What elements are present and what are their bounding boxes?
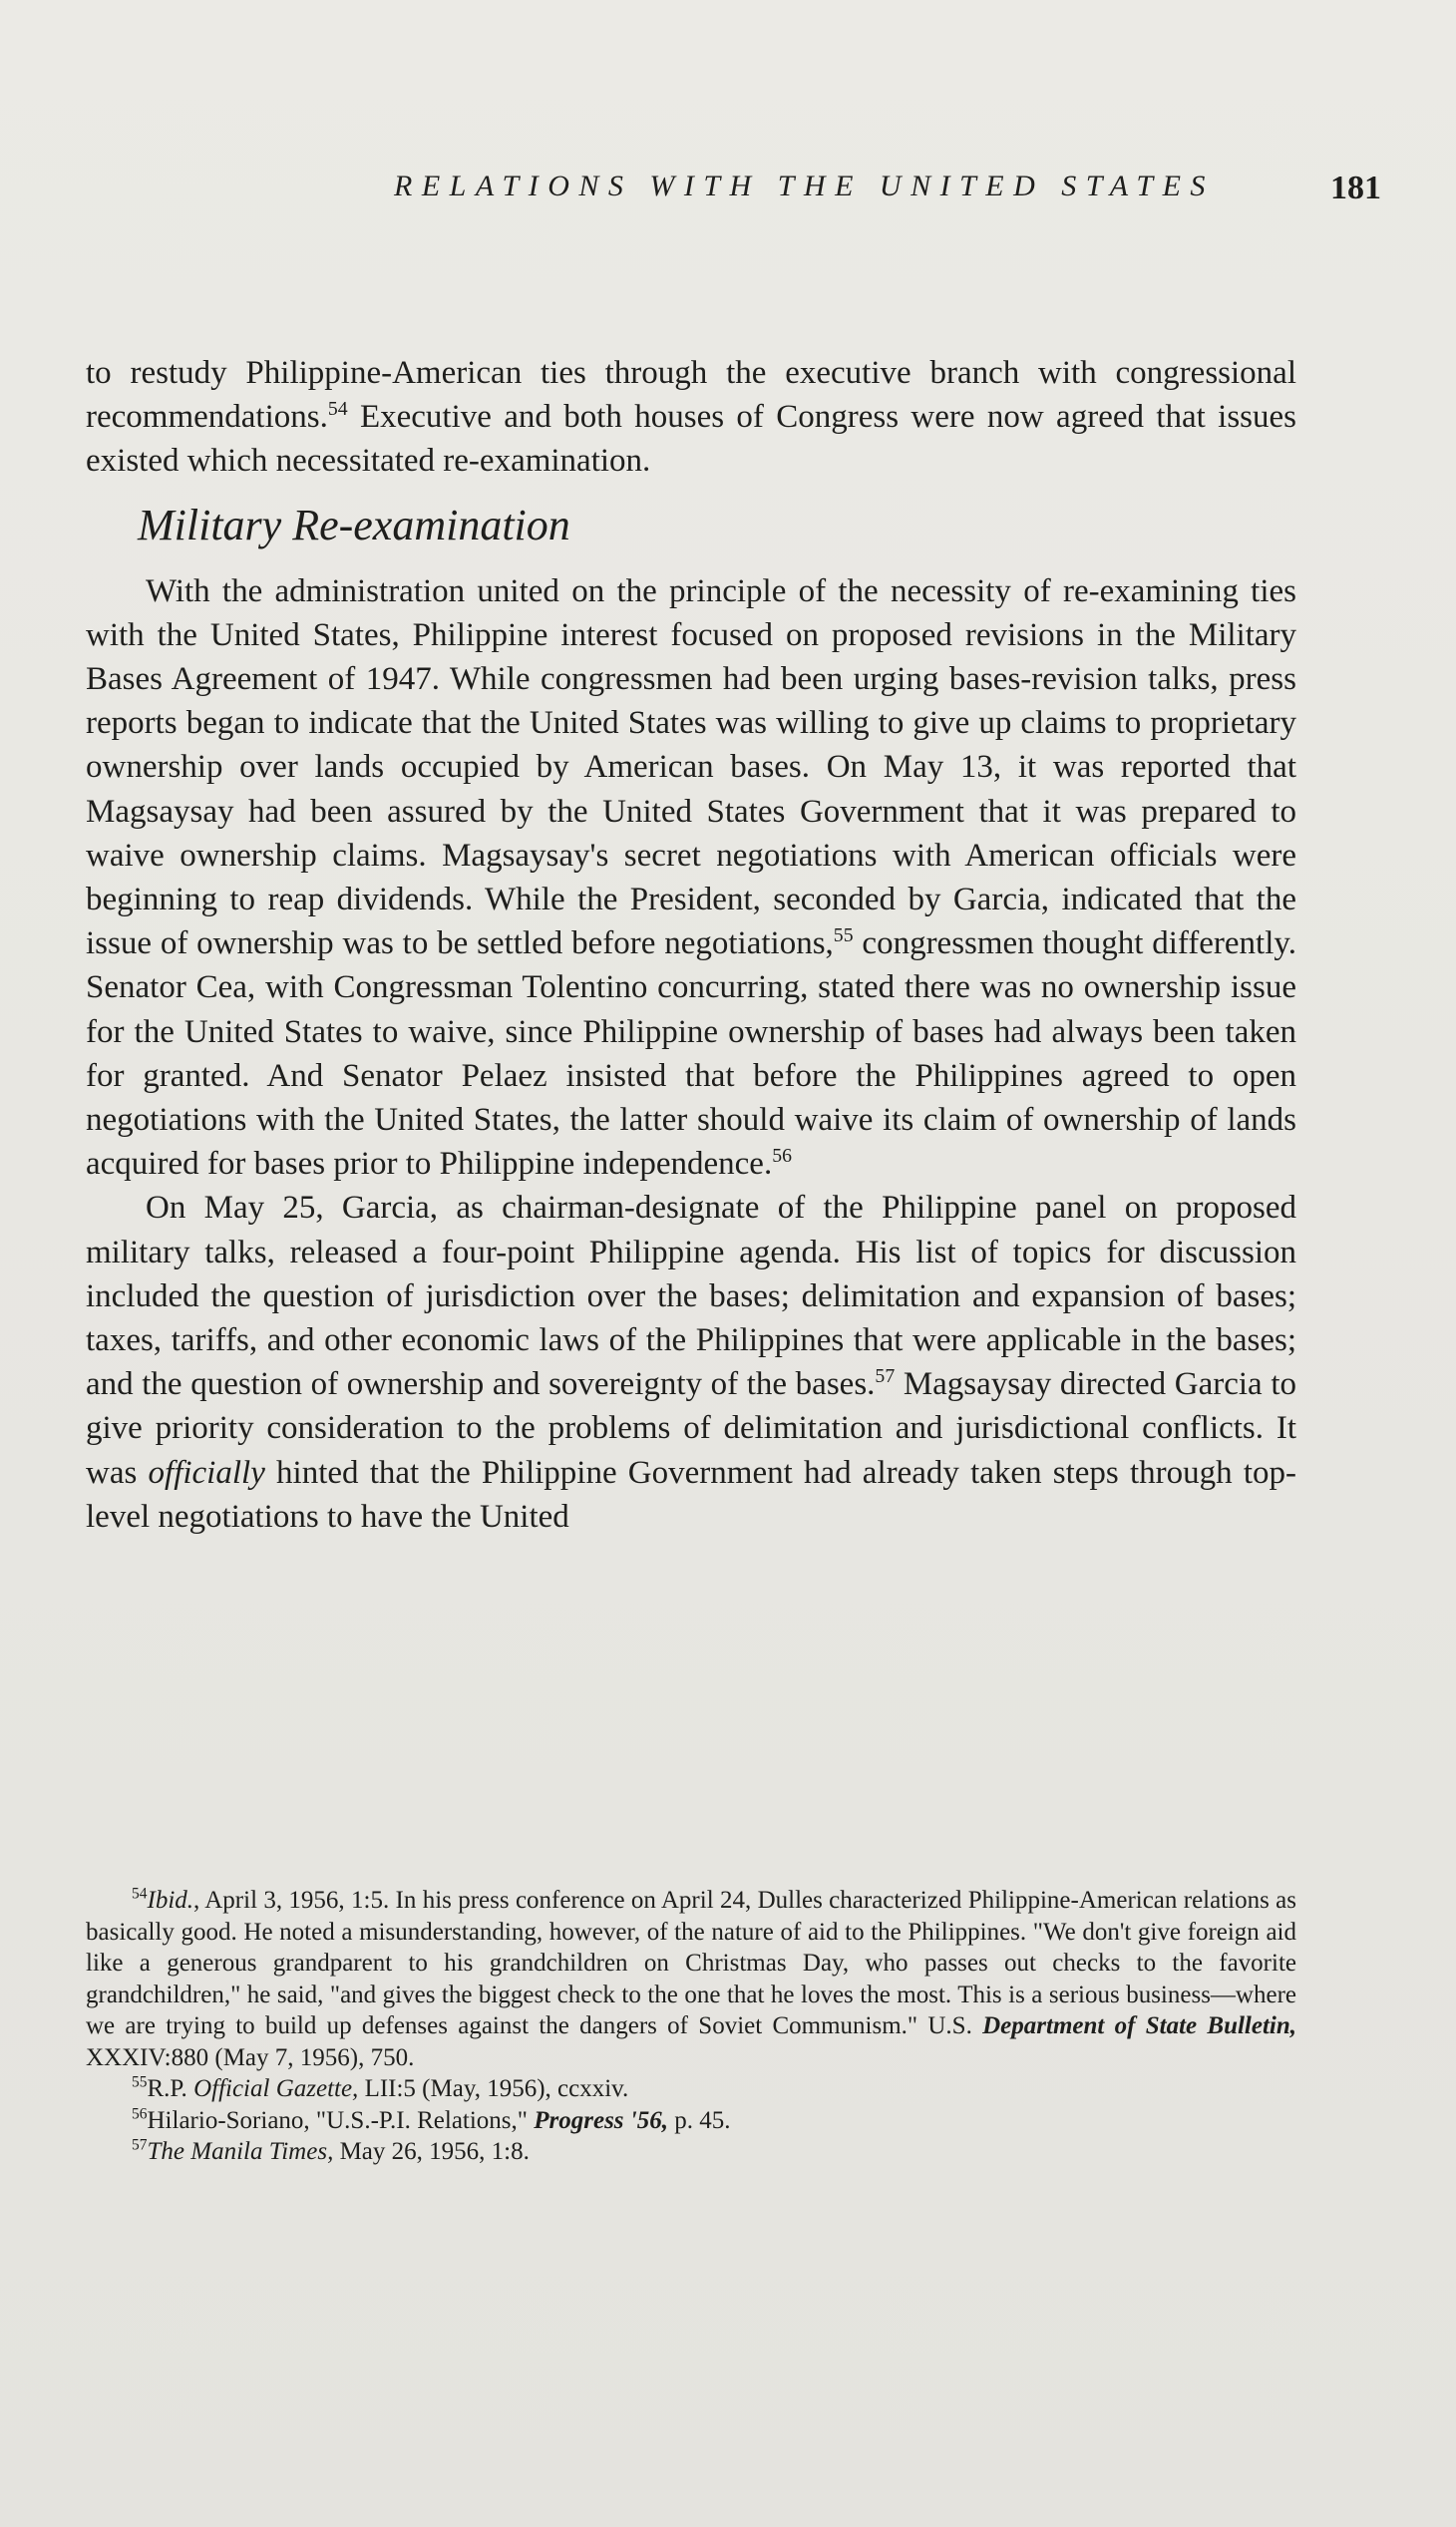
footnote-ref-54: 54	[327, 398, 348, 421]
page-number: 181	[1330, 170, 1381, 206]
paragraph-bases: With the administration united on the principle of the necessity of re-examining ties with the United States, Philippine interest focused on proposed revisions in the Military Bases Agreement of 1947. While congressmen had been urging bases-revision talks, press reports began to indicate that the United States was willing to give up claims to proprietary ownership over lands occupied by American bases. On May 13, it was reported that Magsaysay had been assured by the United States Government that it was prepared to waive ownership claims. Magsaysay's secret negotiations with American officials were beginning to reap dividends. While the President, seconded by Garcia, indicated that the issue of ownership was to be settled before negotiations,$^{55}$ congressmen thought differently. Senator Cea, with Congressman Tolentino concurring, stated there was no ownership issue for the United States to waive, since Philippine ownership of bases had always been taken for granted. And Senator Pelaez insisted that before the Philippines agreed to open negotiations with the United States, the latter should waive its claim of ownership of lands acquired for bases prior to Philippine independence.$^{56}$	[86, 572, 1296, 1183]
paragraph-agenda: On May 25, Garcia, as chairman-designate of the Philippine panel on proposed military talks, released a four-point Philippine agenda. His list of topics for discussion included the question of jurisdiction over the bases; delimitation and expansion of bases; taxes, tariffs, and other economic laws of the Philippines that were applicable in the bases; and the question of ownership and sovereignty of the bases.$^{57}$ Magsaysay directed Garcia to give priority consideration to the problems of delimitation and jurisdictional conflicts. It was officially hinted that the Philippine Government had already taken steps through top-level negotiations to have the United	[86, 1190, 1296, 1535]
running-title: RELATIONS WITH THE UNITED STATES	[394, 170, 1215, 202]
paragraph-continuation: to restudy Philippine-American ties through the executive branch with congressional recommendations.$^{54}$ Executive and both houses of Congress were now agreed that issues existed which necessitated re-examination.	[86, 355, 1296, 480]
footnotes	[86, 1885, 1296, 2168]
footnote-ref-56: 56	[772, 1145, 792, 1168]
footnote-56: $^{56}$Hilario-Soriano, "U.S.-P.I. Relations," Progress '56, p. 45.	[132, 2105, 731, 2134]
footnote-54: $^{54}$Ibid., April 3, 1956, 1:5. In his press conference on April 24, Dulles characterized Philippine-American relations as basically good. He noted a misunderstanding, however, of the nature of aid to the Philippines. "We don't give foreign aid like a generous grandparent to his grandchildren on Christmas Day, who passes out checks to the favorite grandchildren," he said, "and gives the biggest check to the one that he loves the most. This is a serious business—where we are trying to build up defenses against the dangers of Soviet Communism." U.S. Department of State Bulletin, XXXIV:880 (May 7, 1956), 750.	[86, 1885, 1297, 2071]
footnote-55: $^{55}$R.P. Official Gazette, LII:5 (May, 1956), ccxxiv.	[132, 2073, 629, 2102]
body-text	[86, 351, 1296, 1539]
footnote-ref-55: 55	[833, 924, 854, 947]
footnote-57: $^{57}$The Manila Times, May 26, 1956, 1:8.	[132, 2136, 530, 2165]
running-head	[394, 160, 1381, 219]
section-heading: Military Re-examination	[138, 500, 570, 549]
footnote-ref-57: 57	[875, 1365, 896, 1388]
